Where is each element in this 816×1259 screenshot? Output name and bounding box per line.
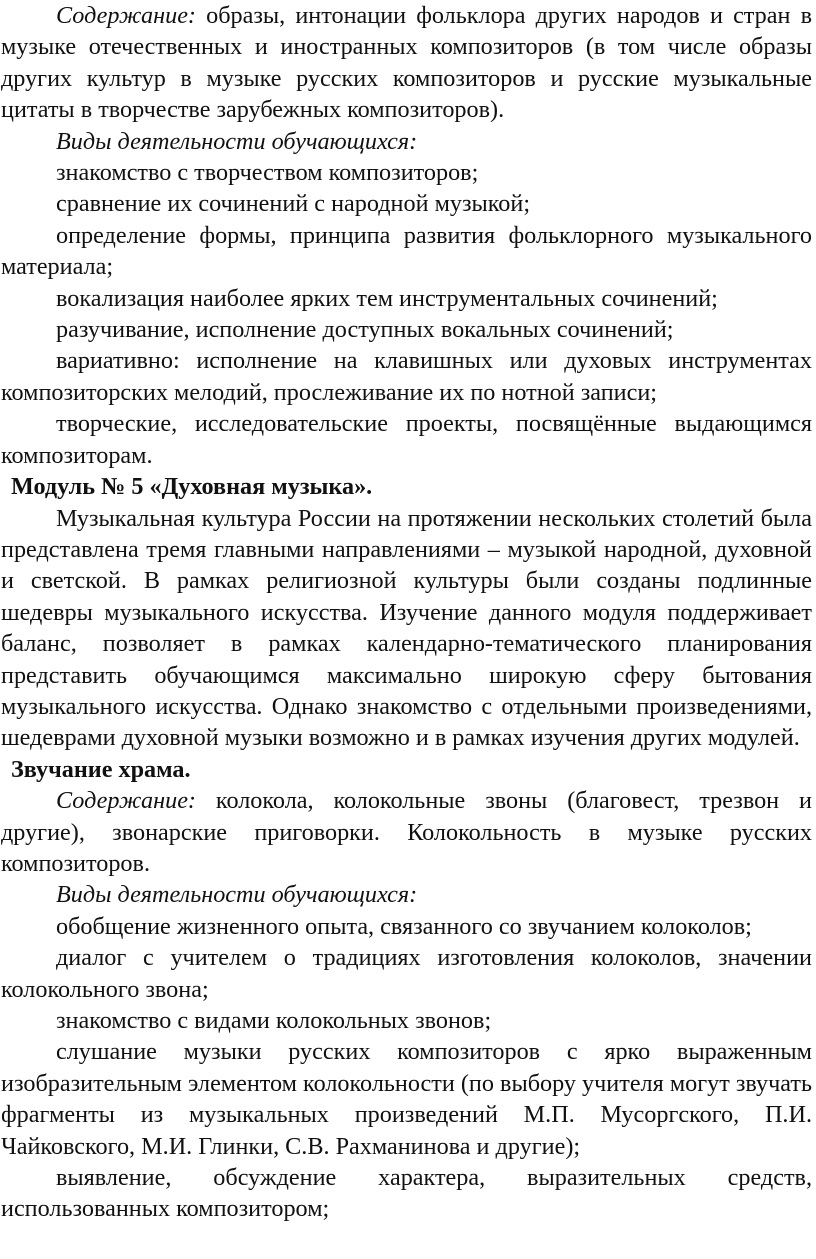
activity-item: слушание музыки русских композиторов с ярко выраженным изобразительным элементом колокольности (по выбору учителя могут звучать фрагменты из музыкальных произведений М.П. Мусоргского, П.И. Чайковского, М.И. Глинки, С.В. Рахманинова и другие); bbox=[1, 1038, 812, 1160]
activity-item: диалог с учителем о традициях изготовления колоколов, значении колокольного звона; bbox=[1, 944, 812, 1003]
activity-item: сравнение их сочинений с народной музыкой; bbox=[56, 190, 531, 218]
section-heading: Звучание храма. bbox=[11, 755, 191, 783]
activities-label: Виды деятельности обучающихся: bbox=[56, 127, 418, 155]
activity-item: определение формы, принципа развития фольклорного музыкального материала; bbox=[1, 221, 812, 281]
content-label: Содержание: bbox=[56, 787, 196, 815]
content-label: Содержание: bbox=[56, 2, 196, 29]
activity-item: творческие, исследовательские проекты, посвящённые выдающимся композиторам. bbox=[1, 410, 812, 469]
content-text: образы, интонации фольклора других народов и стран в музыке отечественных и иностранных композиторов (в том числе образы других культур в музыке русских композиторов и русские музыкальные цитаты в творчестве зарубежных композиторов). bbox=[1, 2, 812, 124]
content-text: колокола, колокольные звоны (благовест, трезвон и другие), звонарские приговорки. Колокольность в музыке русских композиторов. bbox=[1, 787, 812, 877]
module-heading: Модуль № 5 «Духовная музыка». bbox=[11, 473, 373, 501]
module-paragraph: Музыкальная культура России на протяжении нескольких столетий была представлена тремя главными направлениями – музыкой народной, духовной и светской. В рамках религиозной культуры были созданы подлинные шедевры музыкального искусства. Изучение данного модуля поддерживает баланс, позволяет в рамках календарно-тематического планирования представить обучающимся максимально широкую сферу бытования музыкального искусства. Однако знакомство с отдельными произведениями, шедеврами духовной музыки возможно и в рамках изучения других модулей. bbox=[1, 504, 812, 752]
section-content-paragraph bbox=[1, 785, 812, 879]
activity-item: обобщение жизненного опыта, связанного со звучанием колоколов; bbox=[56, 912, 752, 940]
activity-item: вариативно: исполнение на клавишных или духовых инструментах композиторских мелодий, прослеживание их по нотной записи; bbox=[1, 347, 812, 406]
activity-item: выявление, обсуждение характера, выразительных средств, использованных композитором; bbox=[1, 1164, 812, 1223]
activity-item: вокализация наиболее ярких тем инструментальных сочинений; bbox=[56, 284, 718, 312]
intro-content-paragraph bbox=[1, 0, 812, 126]
activity-item: знакомство с видами колокольных звонов; bbox=[56, 1007, 492, 1034]
activity-item: знакомство с творчеством композиторов; bbox=[56, 159, 479, 187]
activity-item: разучивание, исполнение доступных вокальных сочинений; bbox=[56, 316, 674, 344]
activities-label: Виды деятельности обучающихся: bbox=[56, 881, 418, 909]
